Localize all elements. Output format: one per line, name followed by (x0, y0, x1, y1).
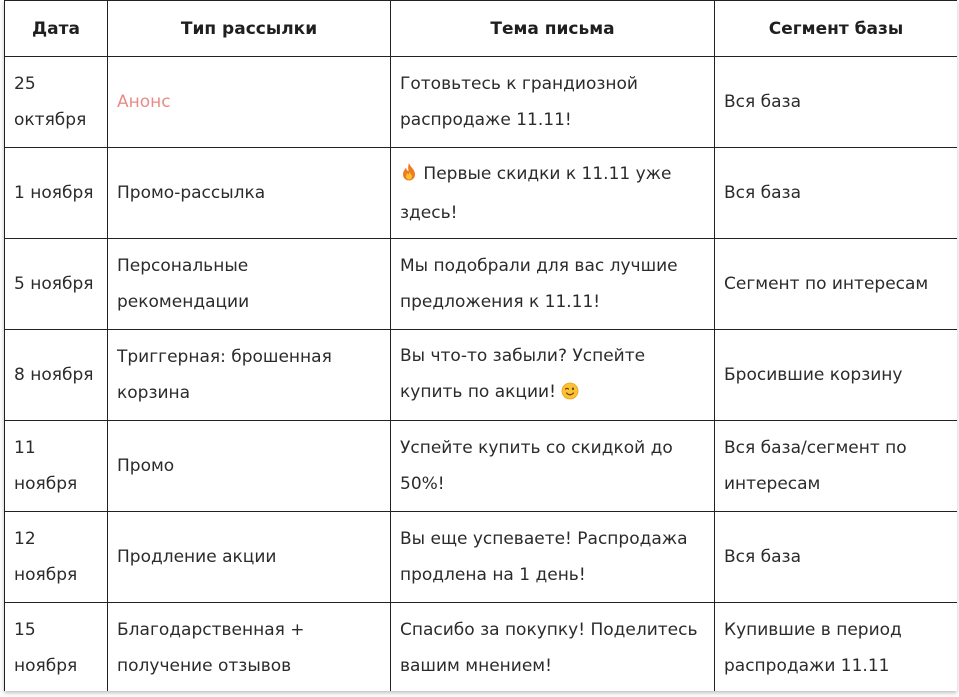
cell-segment: Сегмент по интересам (715, 239, 958, 330)
header-subject: Тема письма (391, 1, 715, 57)
header-date: Дата (5, 1, 108, 57)
table-row (5, 239, 958, 330)
cell-date: 1 ноября (5, 148, 108, 239)
fire-icon (400, 159, 418, 195)
cell-segment: Вся база/сегмент по интересам (715, 421, 958, 512)
cell-subject (391, 148, 715, 239)
table-body (5, 57, 958, 692)
winking-face-icon (561, 377, 579, 413)
cell-type: Промо (108, 421, 391, 512)
cell-date: 25 октября (5, 57, 108, 148)
table-row (5, 57, 958, 148)
header-row (5, 1, 958, 57)
cell-subject: Спасибо за покупку! Поделитесь вашим мнением! (391, 603, 715, 692)
subject-text: Вы что-то забыли? Успейте купить по акции! (400, 345, 646, 402)
table-frame (4, 0, 957, 691)
cell-date: 11 ноября (5, 421, 108, 512)
cell-type: Анонс (108, 57, 391, 148)
cell-segment: Вся база (715, 57, 958, 148)
header-type: Тип рассылки (108, 1, 391, 57)
table-row (5, 421, 958, 512)
cell-subject: Успейте купить со скидкой до 50%! (391, 421, 715, 512)
cell-segment: Вся база (715, 148, 958, 239)
cell-type: Продление акции (108, 512, 391, 603)
mailing-schedule-table (4, 0, 957, 691)
cell-segment: Купившие в период распродажи 11.11 (715, 603, 958, 692)
cell-type: Промо-рассылка (108, 148, 391, 239)
cell-date: 8 ноября (5, 330, 108, 421)
cell-type: Триггерная: брошенная корзина (108, 330, 391, 421)
table-row (5, 330, 958, 421)
table-row (5, 148, 958, 239)
cell-subject: Мы подобрали для вас лучшие предложения к 11.11! (391, 239, 715, 330)
table-row (5, 512, 958, 603)
cell-subject: Вы еще успеваете! Распродажа продлена на 1 день! (391, 512, 715, 603)
subject-text: Первые скидки к 11.11 уже здесь! (400, 163, 672, 223)
cell-segment: Вся база (715, 512, 958, 603)
table-row (5, 603, 958, 692)
cell-type: Благодарственная + получение отзывов (108, 603, 391, 692)
header-segment: Сегмент базы (715, 1, 958, 57)
cell-date: 5 ноября (5, 239, 108, 330)
cell-date: 12 ноября (5, 512, 108, 603)
cell-subject (391, 330, 715, 421)
table-header (5, 1, 958, 57)
cell-segment: Бросившие корзину (715, 330, 958, 421)
cell-type: Персональные рекомендации (108, 239, 391, 330)
cell-subject: Готовьтесь к грандиозной распродаже 11.11! (391, 57, 715, 148)
cell-date: 15 ноября (5, 603, 108, 692)
